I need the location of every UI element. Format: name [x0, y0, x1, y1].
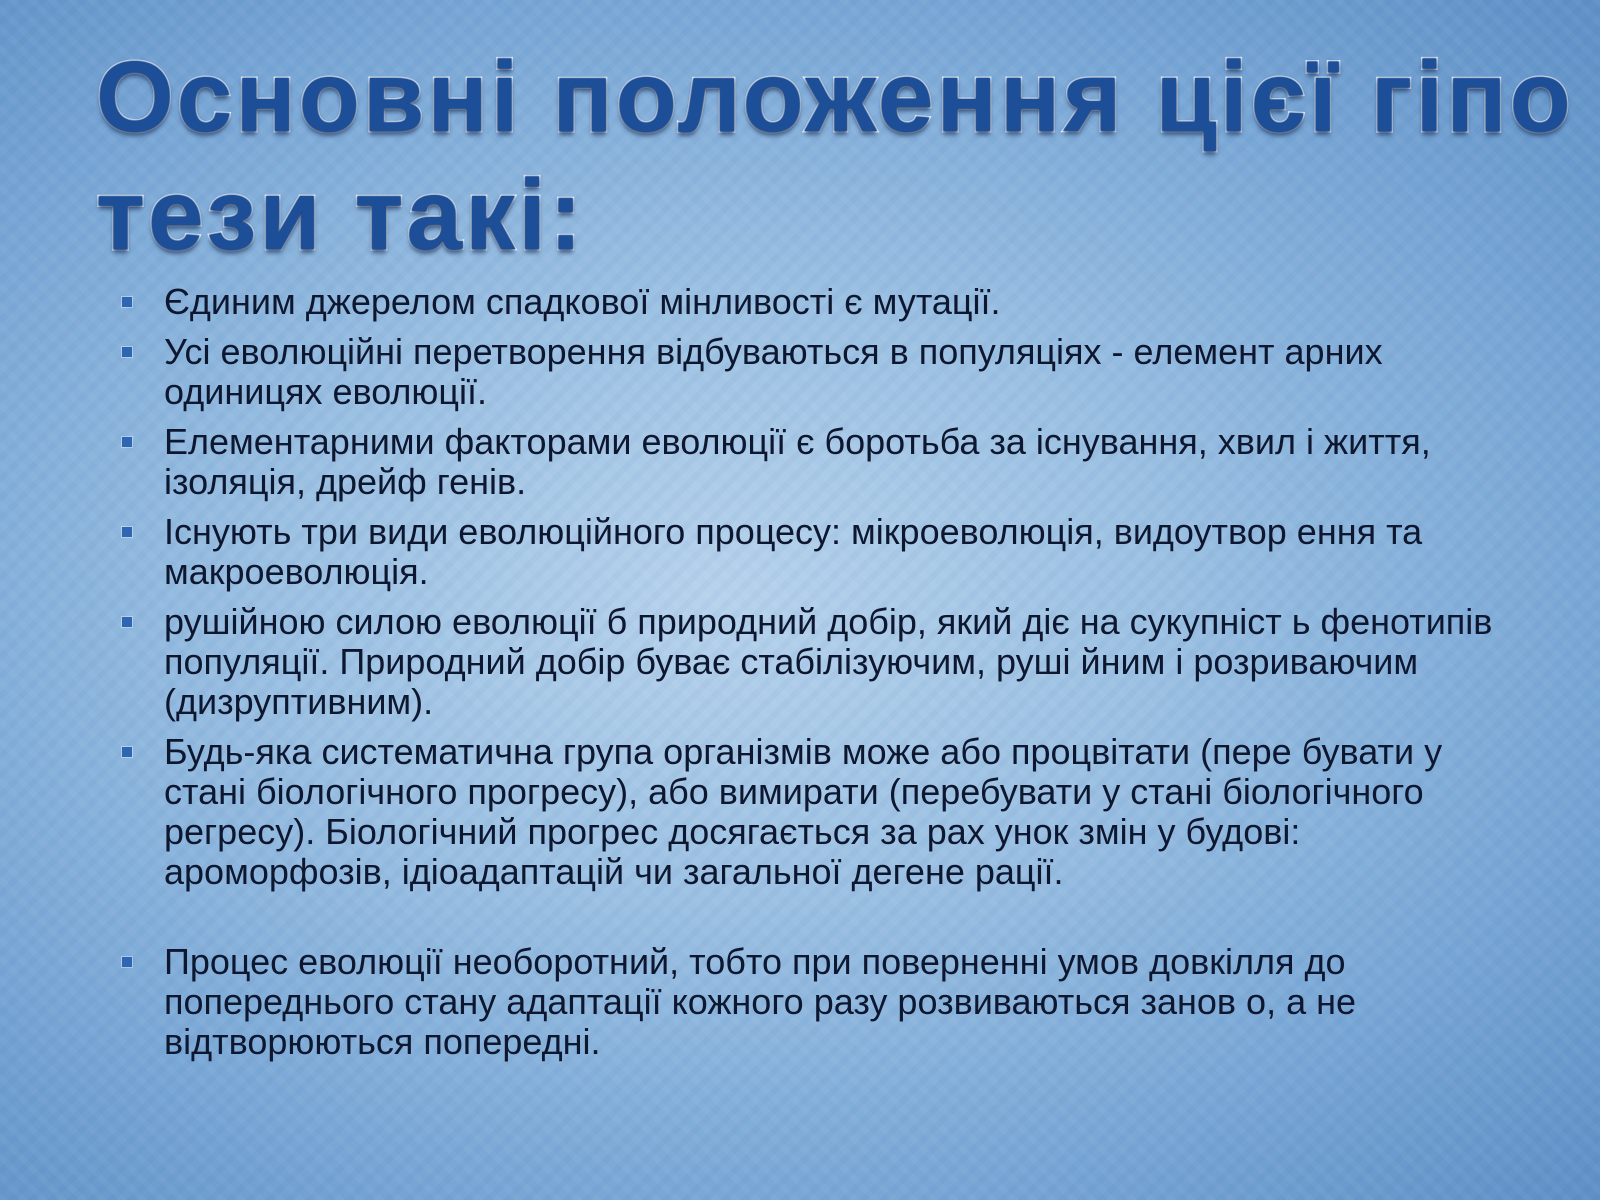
bullet-item-4 — [118, 512, 1508, 592]
bullet-item-1 — [118, 282, 1508, 322]
slide-title — [96, 38, 1574, 274]
bullet-item-2 — [118, 332, 1508, 412]
bullet-text: рушійною силою еволюції б природний добір, який діє на сукупніст ь фенотипів популяції. Природний добір буває стабілізуючим, руші йним і розриваючим (дизруптивним). — [164, 601, 1493, 722]
square-bullet-icon — [122, 527, 132, 537]
square-bullet-icon — [122, 957, 132, 967]
square-bullet-icon — [122, 617, 132, 627]
square-bullet-icon — [122, 297, 132, 307]
bullet-item-6 — [118, 732, 1508, 892]
slide-title-line-2: тези такі: — [96, 159, 586, 271]
bullet-text: Елементарними факторами еволюції є боротьба за існування, хвил і життя, ізоляція, дрейф генів. — [164, 421, 1431, 502]
bullet-item-7 — [118, 942, 1508, 1062]
bullet-item-3 — [118, 422, 1508, 502]
bullet-text: Процес еволюції необоротний, тобто при поверненні умов довкілля до попереднього стану адаптації кожного разу розвиваються занов о, а не відтворюються попередні. — [164, 941, 1357, 1062]
bullet-list — [118, 282, 1508, 1072]
square-bullet-icon — [122, 347, 132, 357]
bullet-text: Будь-яка систематична група організмів може або процвітати (пере бувати у стані біологічного прогресу), або вимирати (перебувати у стані біологічного регресу). Біологічний прогрес досягається за рах унок змін у будові: ароморфозів, ідіоадаптацій чи загальної дегене рації. — [164, 731, 1443, 892]
square-bullet-icon — [122, 437, 132, 447]
bullet-text: Існують три види еволюційного процесу: мікроеволюція, видоутвор ення та макроеволюція. — [164, 511, 1423, 592]
bullet-text: Єдиним джерелом спадкової мінливості є мутації. — [164, 281, 1001, 322]
bullet-item-5 — [118, 602, 1508, 722]
slide-title-line-1: Основні положення цієї гіпо — [96, 41, 1574, 153]
square-bullet-icon — [122, 747, 132, 757]
bullet-text: Усі еволюційні перетворення відбуваються в популяціях - елемент арних одиницях еволюції. — [164, 331, 1383, 412]
